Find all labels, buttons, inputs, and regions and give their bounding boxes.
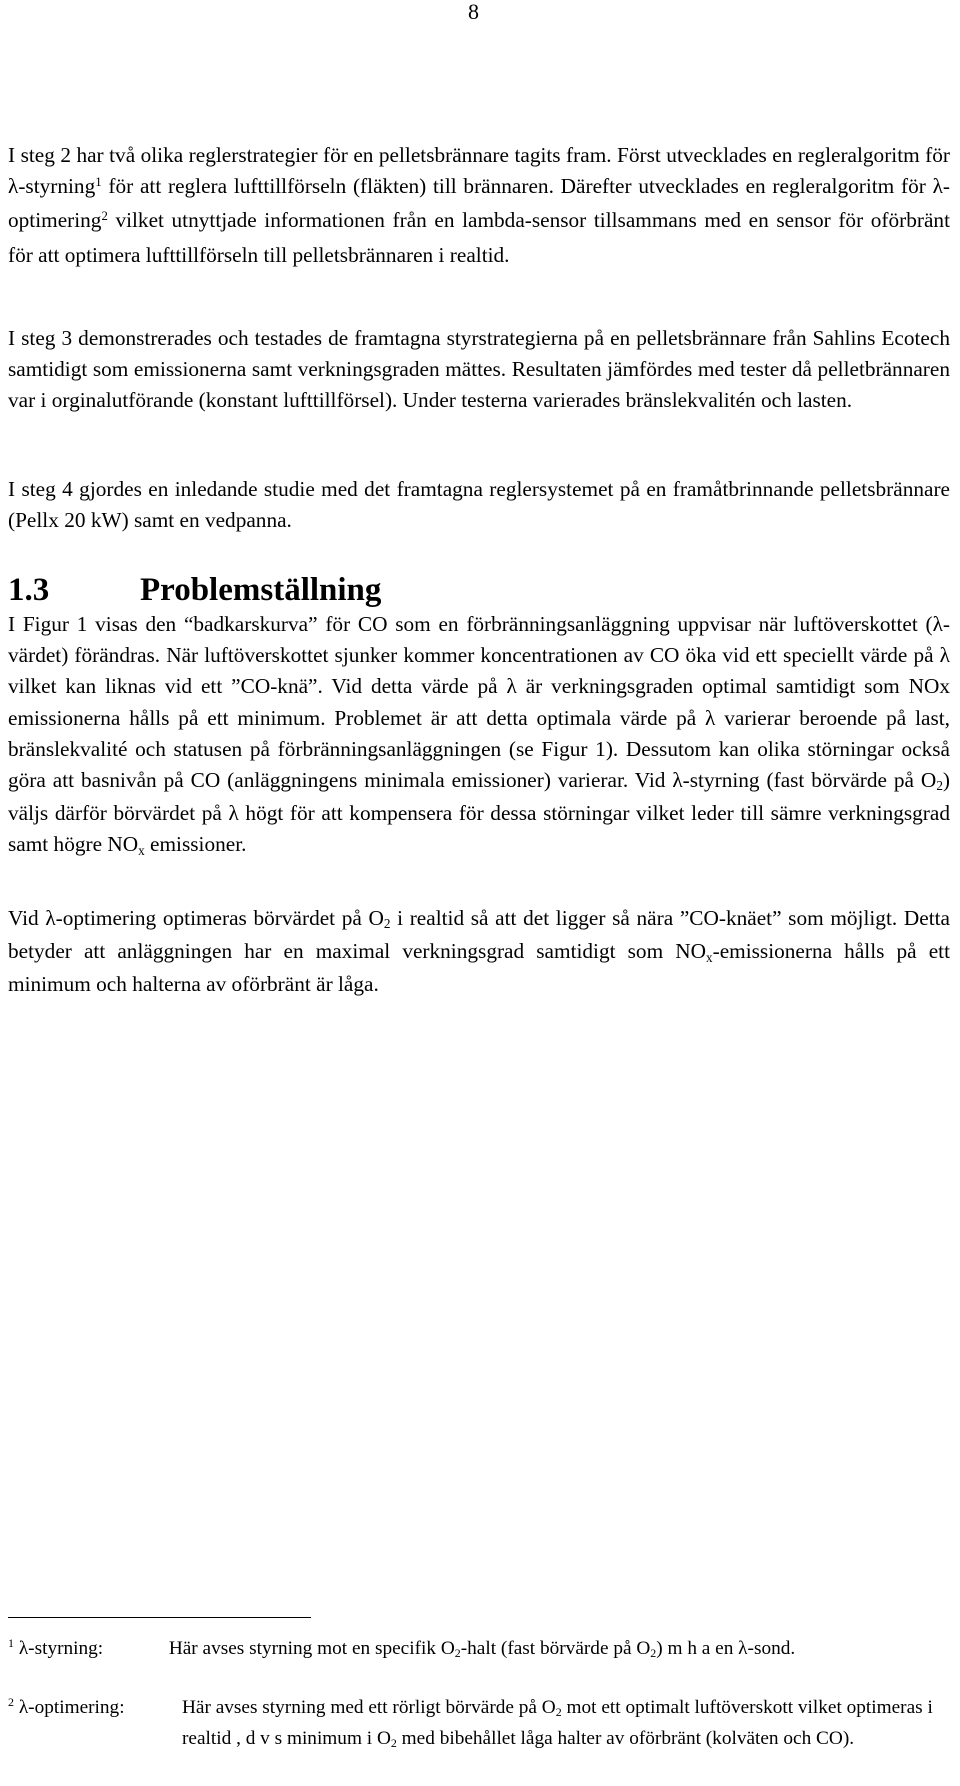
- footnote-definition: [182, 1693, 942, 1755]
- paragraph-steg-2: [8, 140, 950, 271]
- page-number: 8: [468, 0, 479, 24]
- footnote-text: ) m h a en λ-sond.: [656, 1638, 796, 1659]
- section-number: 1.3: [8, 572, 50, 608]
- paragraph-steg-3: I steg 3 demonstrerades och testades de framtagna styrstrategierna på en pelletsbrännare från Sahlins Ecotech samtidigt som emissionerna samt verkningsgraden mättes. Resultaten jämfördes med tester då pelletbrännaren var i orginalutförande (konstant lufttillförsel). Under testerna varierades bränslekvalitén och lasten.: [8, 326, 950, 413]
- subscript: x: [138, 842, 145, 858]
- paragraph-text: I steg 2 har två olika reglerstrategier för en pelletsbrännare tagits fram. Först utvecklades en regleralgoritm för λ-styrning: [8, 143, 950, 199]
- section-title: Problemställning: [140, 572, 382, 608]
- footnote-mark: 2: [8, 1695, 14, 1710]
- paragraph-text: Vid λ-optimering optimeras börvärdet på O: [8, 906, 384, 930]
- paragraph-text: I Figur 1 visas den “badkarskurva” för CO som en förbränningsanläggning uppvisar när luftöverskottet (λ-värdet) förändras. När luftöverskottet sjunker kommer koncentrationen av CO öka vid ett speciellt värde på λ vilket kan liknas vid ett ”CO-knä”. Vid detta värde på λ är verkningsgraden optimal samtidigt som NOx emissionerna hålls på ett minimum. Problemet är att detta optimala värde på λ varierar beroende på last, bränslekvalité och statusen på förbränningsanläggningen (se Figur 1). Dessutom kan olika störningar också göra att basnivån på CO (anläggningens minimala emissioner) varierar. Vid λ-styrning (fast börvärde på O: [8, 612, 950, 793]
- paragraph-text: ) väljs därför börvärdet på λ högt för att kompensera för dessa störningar vilket leder till sämre verkningsgrad samt högre NO: [8, 768, 950, 857]
- footnote-ref-2: 2: [101, 209, 108, 224]
- footnote-term: λ-styrning:: [18, 1638, 104, 1659]
- subscript: 2: [936, 778, 943, 794]
- paragraph-steg-4: I steg 4 gjordes en inledande studie med det framtagna reglersystemet på en framåtbrinnande pelletsbrännare (Pellx 20 kW) samt en vedpanna.: [8, 477, 950, 533]
- paragraph-text: för att reglera lufttillförseln (fläkten) till brännaren. Därefter utvecklades en regleralgoritm för λ-optimering: [8, 174, 950, 233]
- footnote-term: λ-optimering:: [18, 1697, 125, 1718]
- footnote-ref-1: 1: [95, 175, 102, 190]
- paragraph-text: -emissionerna hålls på ett minimum och halterna av oförbränt är låga.: [8, 939, 950, 997]
- footnote-mark: 1: [8, 1636, 14, 1651]
- paragraph-text: vilket utnyttjade informationen från en lambda-sensor tillsammans med en sensor för oförbränt för att optimera lufttillförseln till pelletsbrännaren i realtid.: [8, 208, 950, 267]
- footnote-text: mot ett optimalt luftöverskott vilket optimeras i realtid , d v s minimum i O: [182, 1697, 933, 1749]
- footnote-2: [8, 1693, 950, 1750]
- paragraph-badkarskurva: [8, 609, 950, 863]
- subscript: 2: [383, 916, 391, 932]
- paragraph-text: emissioner.: [144, 832, 247, 857]
- footnote-text: Här avses styrning med ett rörligt börvärde på O: [182, 1697, 556, 1718]
- subscript: 2: [454, 1645, 461, 1660]
- subscript: 2: [650, 1645, 657, 1660]
- footnote-text: Här avses styrning mot en specifik O: [168, 1638, 455, 1659]
- subscript: x: [706, 949, 713, 965]
- footnote-1: [8, 1634, 950, 1665]
- subscript: 2: [390, 1735, 397, 1750]
- footnote-separator: [8, 1617, 311, 1618]
- section-heading: [8, 570, 381, 610]
- footnote-text: med bibehållet låga halter av oförbränt (kolväten och CO).: [396, 1728, 855, 1749]
- paragraph-lambda-optimering: [8, 903, 950, 1001]
- footnote-text: -halt (fast börvärde på O: [460, 1638, 651, 1659]
- paragraph-text: i realtid så att det ligger så nära ”CO-knäet” som möjligt. Detta betyder att anläggningen har en maximal verkningsgrad samtidigt som NO: [8, 906, 950, 964]
- subscript: 2: [555, 1704, 562, 1719]
